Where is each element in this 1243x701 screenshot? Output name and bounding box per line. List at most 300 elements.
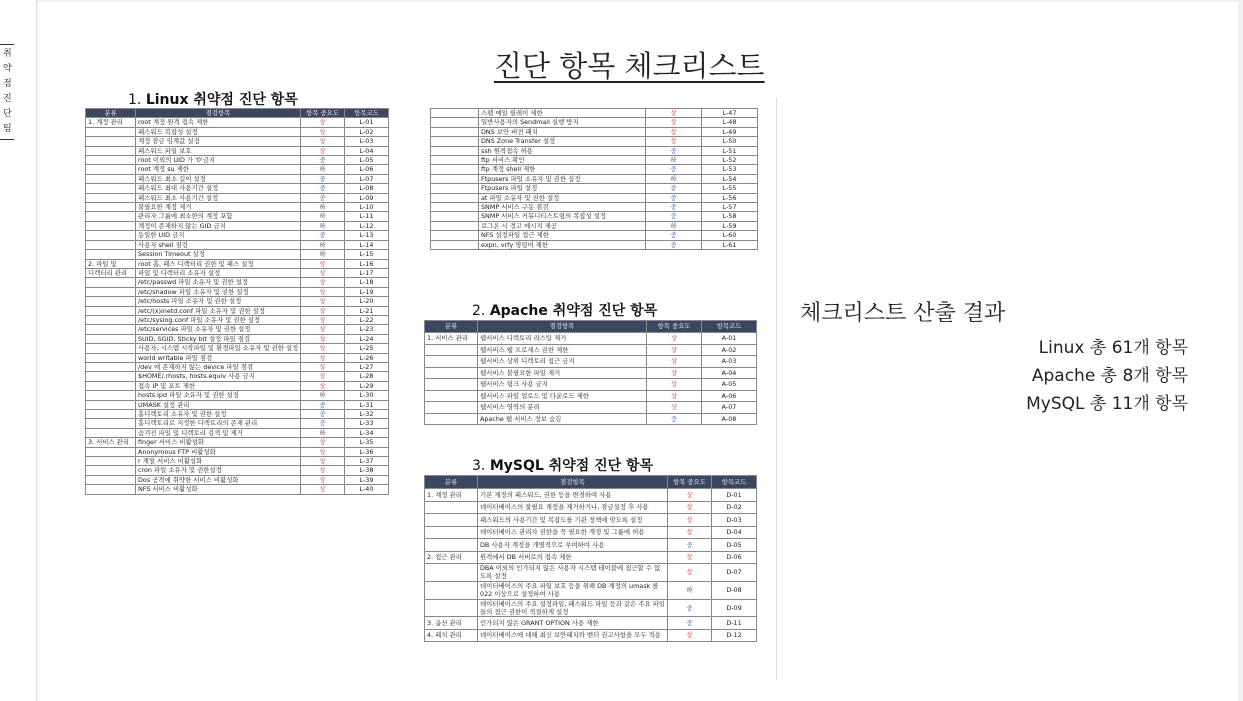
cell-category: 3. 옵션 관리 [425,617,478,630]
table-row [86,372,389,381]
cell-importance: 중 [646,184,702,193]
cell-importance: 상 [668,501,712,514]
cell-item: 웹서비스 상위 디렉토리 접근 금지 [478,356,647,368]
cell-code: L-60 [702,231,758,240]
cell-item: 홈디렉토리 소유자 및 권한 설정 [136,410,301,419]
cell-category: 1. 계정 관리 [86,118,136,127]
cell-category [425,564,478,582]
result-linux: Linux 총 61개 항목 [1038,338,1188,358]
table-row [86,410,389,419]
cell-importance: 상 [668,551,712,564]
cell-importance: 하 [646,174,702,183]
cell-code: D-01 [712,489,757,502]
cell-importance: 상 [668,526,712,539]
table-row [431,127,758,136]
cell-importance: 중 [301,184,345,193]
cell-code: L-30 [345,391,389,400]
cell-category [86,372,136,381]
header-code: 항목코드 [712,476,757,489]
cell-importance: 중 [301,419,345,428]
apache-section-title [472,300,657,320]
table-row [425,539,757,552]
cell-code: L-14 [345,240,389,249]
cell-category [425,514,478,527]
cell-item: 패스워드 복잡성 설정 [136,127,301,136]
cell-code: L-03 [345,137,389,146]
header-code: 항목코드 [345,109,389,118]
header-category: 분류 [86,109,136,118]
cell-category [86,381,136,390]
cell-code: L-07 [345,174,389,183]
table-row [86,466,389,475]
header-category: 분류 [425,476,478,489]
table-row [86,344,389,353]
table-row [86,297,389,306]
table-row [86,287,389,296]
cell-category [86,203,136,212]
mysql-checklist-table [424,475,757,642]
cell-importance: 상 [668,564,712,582]
cell-category [86,466,136,475]
table-row [86,240,389,249]
cell-code: A-04 [702,367,757,379]
table-row [425,564,757,582]
cell-category [86,127,136,136]
cell-item: 웹서비스 파일 업로드 및 다운로드 제한 [478,390,647,402]
cell-importance: 중 [301,231,345,240]
cell-item: UMASK 설정 관리 [136,400,301,409]
cell-code: D-05 [712,539,757,552]
cell-code: L-24 [345,334,389,343]
cell-item: 패스워드 파일 보호 [136,146,301,155]
header-category: 분류 [425,321,478,333]
cell-category [86,240,136,249]
cell-item: 데이터베이스 관리자 권한을 꼭 필요한 계정 및 그룹에 허용 [478,526,668,539]
header-item: 점검항목 [136,109,301,118]
table-row [86,485,389,494]
cell-code: L-57 [702,203,758,212]
cell-importance: 중 [301,193,345,202]
cell-importance: 상 [647,379,702,391]
header-code: 항목코드 [702,321,757,333]
linux-section-title [128,89,298,109]
cell-code: D-12 [712,629,757,642]
table-row [86,400,389,409]
cell-importance: 상 [647,333,702,345]
cell-category [86,353,136,362]
cell-importance: 하 [301,203,345,212]
cell-code: A-07 [702,402,757,414]
table-row [86,419,389,428]
cell-item: 패스워드 최소 사용기간 설정 [136,193,301,202]
table-header-row [86,109,389,118]
cell-category [425,367,478,379]
cell-code: L-09 [345,193,389,202]
table-row [425,581,757,599]
cell-category [86,306,136,315]
cell-code: L-50 [702,137,758,146]
cell-importance: 상 [646,118,702,127]
table-row [425,599,757,617]
table-row [86,137,389,146]
side-char: 약 [3,64,12,74]
cell-code: L-36 [345,447,389,456]
cell-importance: 하 [668,581,712,599]
cell-category [86,221,136,230]
cell-item: 홈디렉토리로 지정한 디렉토리의 존재 관리 [136,419,301,428]
cell-importance: 상 [301,118,345,127]
cell-category [431,184,479,193]
cell-category [431,231,479,240]
cell-category [431,165,479,174]
cell-importance: 하 [301,391,345,400]
cell-item: /etc/services 파일 소유자 및 권한 설정 [136,325,301,334]
cell-item: root 계정 su 제한 [136,165,301,174]
table-row [431,118,758,127]
table-row [86,193,389,202]
table-row [425,333,757,345]
cell-item: 웹서비스 영역의 분리 [478,402,647,414]
cell-importance: 상 [647,367,702,379]
cell-importance: 상 [301,137,345,146]
cell-code: L-28 [345,372,389,381]
table-row [86,156,389,165]
cell-item: at 파일 소유자 및 권한 설정 [479,193,646,202]
table-row [86,250,389,259]
cell-item: 관리자 그룹에 최소한의 계정 포함 [136,212,301,221]
cell-category [425,539,478,552]
result-title: 체크리스트 산출 결과 [800,301,1006,326]
cell-category: 4. 패치 관리 [425,629,478,642]
cell-code: L-04 [345,146,389,155]
cell-category [431,146,479,155]
cell-code: D-03 [712,514,757,527]
cell-importance: 상 [668,629,712,642]
header-importance: 항목 중요도 [647,321,702,333]
cell-category [425,526,478,539]
cell-category: 1. 계정 관리 [425,489,478,502]
cell-importance: 하 [301,250,345,259]
cell-code: L-38 [345,466,389,475]
table-row [431,240,758,249]
cell-category [86,410,136,419]
header-item: 점검항목 [478,321,647,333]
table-row [425,526,757,539]
vertical-divider [776,98,777,680]
cell-importance: 하 [301,240,345,249]
cell-importance: 상 [301,315,345,324]
cell-category [86,278,136,287]
cell-importance: 중 [301,174,345,183]
cell-item: 로그온 시 경고 메시지 제공 [479,221,646,230]
cell-item: /etc/passwd 파일 소유자 및 권한 설정 [136,278,301,287]
cell-importance: 상 [646,109,702,118]
section-number: 3. [472,458,490,474]
table-row [431,156,758,165]
cell-category [431,118,479,127]
cell-code: A-08 [702,413,757,425]
table-row [425,489,757,502]
cell-item: DNS 보안 버전 패치 [479,127,646,136]
cell-importance: 상 [301,146,345,155]
cell-category [431,109,479,118]
page-title: 진단 항목 체크리스트 [494,49,765,83]
table-row [86,391,389,400]
cell-item: ftp 서비스 확인 [479,156,646,165]
cell-category [425,581,478,599]
cell-code: L-25 [345,344,389,353]
table-row [86,381,389,390]
table-header-row [425,321,757,333]
cell-code: A-03 [702,356,757,368]
cell-code: A-06 [702,390,757,402]
cell-category [431,240,479,249]
table-row [425,402,757,414]
cell-code: A-05 [702,379,757,391]
cell-category: 2. 접근 관리 [425,551,478,564]
cell-code: D-11 [712,617,757,630]
cell-code: L-11 [345,212,389,221]
cell-category [86,485,136,494]
table-row [86,203,389,212]
cell-code: L-02 [345,127,389,136]
cell-importance: 상 [301,127,345,136]
cell-category [86,325,136,334]
cell-category [86,344,136,353]
table-row [86,362,389,371]
cell-item: 데이터베이스의 주요 파일 보호 등을 위해 DB 계정의 umask 를 022 이상으로 설정하여 사용 [478,581,668,599]
cell-importance: 중 [646,212,702,221]
cell-code: L-22 [345,315,389,324]
header-importance: 항목 중요도 [668,476,712,489]
cell-item: expn, vrfy 명령어 제한 [479,240,646,249]
cell-code: D-09 [712,599,757,617]
side-char: 단 [3,109,12,119]
side-char: 점 [3,79,12,89]
cell-item: Ftpusers 파일 소유자 및 권한 설정 [479,174,646,183]
section-number: 1. [128,92,146,108]
cell-item: Session Timeout 설정 [136,250,301,259]
result-mysql: MySQL 총 11개 항목 [1026,394,1188,414]
table-row [86,334,389,343]
cell-code: L-10 [345,203,389,212]
table-row [86,127,389,136]
cell-code: L-32 [345,410,389,419]
cell-importance: 중 [301,410,345,419]
table-row [431,221,758,230]
cell-importance: 상 [646,127,702,136]
cell-item: 데이터베이스에 대해 최신 보안패치와 벤더 권고사항을 모두 적용 [478,629,668,642]
cell-item: 웹서비스 웹 프로세스 권한 제한 [478,344,647,356]
cell-category: 디렉터리 관리 [86,268,136,277]
cell-code: L-59 [702,221,758,230]
cell-item: NFS 설정파일 접근 제한 [479,231,646,240]
cell-category [86,362,136,371]
cell-importance: 상 [301,457,345,466]
cell-code: L-47 [702,109,758,118]
cell-code: L-15 [345,250,389,259]
cell-category [86,334,136,343]
section-suffix: 취약점 진단 항목 [547,303,658,319]
cell-code: L-12 [345,221,389,230]
cell-category [431,174,479,183]
cell-item: 데이터베이스의 불필요 계정을 제거하거나, 잠금설정 후 사용 [478,501,668,514]
cell-code: L-35 [345,438,389,447]
cell-item: NFS 서비스 비활성화 [136,485,301,494]
cell-item: 원격에서 DB 서버로의 접속 제한 [478,551,668,564]
cell-item: DNS Zone Transfer 설정 [479,137,646,146]
cell-code: L-39 [345,475,389,484]
cell-importance: 상 [647,344,702,356]
section-number: 2. [472,303,490,319]
cell-importance: 상 [301,372,345,381]
cell-importance: 상 [301,466,345,475]
table-row [86,118,389,127]
cell-importance: 상 [301,447,345,456]
cell-item: 웹서비스 링크 사용 금지 [478,379,647,391]
cell-importance: 중 [668,599,712,617]
cell-item: Dos 공격에 취약한 서비스 비활성화 [136,475,301,484]
cell-item: ssh 원격접속 허용 [479,146,646,155]
cell-item: 데이터베이스의 주요 설정파일, 패스워드 파일 등과 같은 주요 파일들의 접근 권한이 적절하게 설정 [478,599,668,617]
cell-importance: 상 [301,353,345,362]
cell-code: L-27 [345,362,389,371]
table-row [86,259,389,268]
cell-importance: 상 [668,514,712,527]
cell-item: root 홈, 패스 디렉터리 권한 및 패스 설정 [136,259,301,268]
cell-category [86,297,136,306]
table-row [425,617,757,630]
cell-category [86,212,136,221]
cell-importance: 중 [301,156,345,165]
section-name: MySQL [489,458,544,474]
cell-item: root 계정 원격 접속 제한 [136,118,301,127]
cell-category [431,212,479,221]
cell-item: 파일 및 디렉터리 소유자 설정 [136,268,301,277]
cell-category [431,221,479,230]
cell-code: A-01 [702,333,757,345]
cell-importance: 상 [301,297,345,306]
cell-importance: 하 [301,212,345,221]
table-row [86,231,389,240]
cell-category [86,184,136,193]
cell-code: L-51 [702,146,758,155]
cell-importance: 상 [301,287,345,296]
cell-code: L-55 [702,184,758,193]
table-row [86,475,389,484]
cell-code: L-52 [702,156,758,165]
cell-importance: 중 [646,231,702,240]
cell-importance: 상 [301,334,345,343]
table-row [425,501,757,514]
table-row [425,379,757,391]
cell-item: 불필요한 계정 제거 [136,203,301,212]
cell-importance: 하 [301,165,345,174]
cell-code: L-53 [702,165,758,174]
table-row [86,438,389,447]
cell-importance: 중 [646,193,702,202]
cell-category [86,250,136,259]
cell-importance: 중 [668,617,712,630]
table-row [431,231,758,240]
cell-code: L-05 [345,156,389,165]
cell-code: L-61 [702,240,758,249]
cell-code: L-18 [345,278,389,287]
cell-code: L-01 [345,118,389,127]
table-row [86,428,389,437]
cell-item: 사용자 shell 점검 [136,240,301,249]
cell-item: DBA 이외의 인가되지 않은 사용자 시스템 테이블에 접근할 수 없도록 설정 [478,564,668,582]
cell-category [86,146,136,155]
table-row [425,514,757,527]
cell-item: Ftpusers 파일 설정 [479,184,646,193]
cell-code: L-37 [345,457,389,466]
cell-item: 사용자, 시스템 시작파일 및 환경파일 소유자 및 권한 설정 [136,344,301,353]
cell-item: /etc/hosts 파일 소유자 및 권한 설정 [136,297,301,306]
table-row [431,146,758,155]
cell-category [425,501,478,514]
header-importance: 항목 중요도 [301,109,345,118]
table-row [425,551,757,564]
cell-code: L-26 [345,353,389,362]
side-char: 취 [3,49,12,59]
cell-code: L-56 [702,193,758,202]
apache-checklist-table [424,320,757,425]
cell-category [86,428,136,437]
cell-item: r 계열 서비스 비활성화 [136,457,301,466]
cell-item: 접속 IP 및 포트 제한 [136,381,301,390]
side-title [0,44,14,140]
cell-importance: 하 [301,221,345,230]
cell-category [431,193,479,202]
cell-category [425,402,478,414]
cell-item: SUID, SGID, Sticky bit 설정 파일 점검 [136,334,301,343]
cell-code: L-33 [345,419,389,428]
cell-item: 인가되지 않은 GRANT OPTION 사용 제한 [478,617,668,630]
cell-code: L-29 [345,381,389,390]
cell-code: L-06 [345,165,389,174]
cell-code: D-02 [712,501,757,514]
cell-item: 패스워드 최소 길이 설정 [136,174,301,183]
cell-code: L-54 [702,174,758,183]
cell-category [86,457,136,466]
table-row [431,193,758,202]
cell-item: /etc/syslog.conf 파일 소유자 및 권한 설정 [136,315,301,324]
cell-importance: 상 [301,268,345,277]
cell-category [86,287,136,296]
cell-importance: 중 [646,203,702,212]
cell-category [86,391,136,400]
cell-importance: 중 [301,400,345,409]
cell-category [86,447,136,456]
cell-importance: 중 [646,146,702,155]
mysql-section-title [472,455,653,475]
table-row [86,353,389,362]
table-row [431,203,758,212]
cell-category [86,156,136,165]
cell-item: /etc/(x)inetd.conf 파일 소유자 및 권한 설정 [136,306,301,315]
cell-code: L-49 [702,127,758,136]
cell-item: 일반사용자의 Sendmail 실행 방지 [479,118,646,127]
linux-checklist-table [85,108,389,495]
table-row [425,367,757,379]
cell-item: 기본 계정의 패스워드, 권한 등을 변경하여 사용 [478,489,668,502]
table-row [86,212,389,221]
cell-importance: 상 [647,356,702,368]
cell-code: L-20 [345,297,389,306]
cell-code: D-07 [712,564,757,582]
cell-item: 계정 잠금 임계값 설정 [136,137,301,146]
